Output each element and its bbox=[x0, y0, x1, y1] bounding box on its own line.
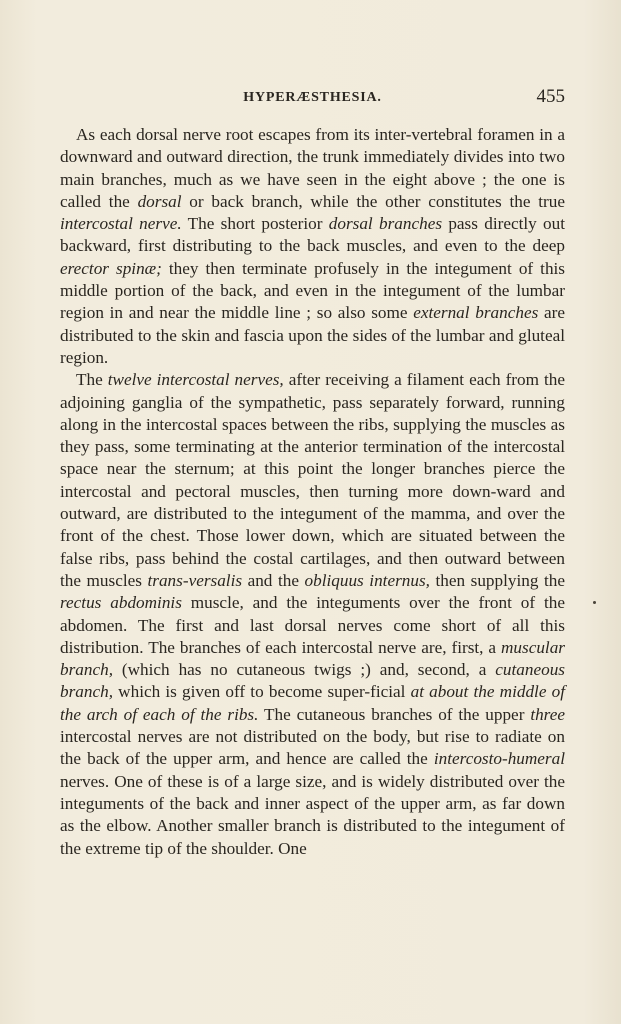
italic-term: intercostal nerve. bbox=[60, 214, 182, 234]
text-run: muscle, and the integuments over the front of the abdomen. The first and last dorsal nerves come short of all this distribution. The branches of each intercostal nerve are, first, a bbox=[60, 593, 565, 657]
margin-mark bbox=[593, 601, 596, 604]
text-run: then supplying the bbox=[429, 570, 566, 590]
italic-term: obliquus internus, bbox=[304, 570, 430, 590]
page-header bbox=[60, 86, 565, 110]
text-run: which is given off to become super-ficial bbox=[113, 682, 411, 702]
italic-term: twelve intercostal nerves, bbox=[107, 370, 284, 390]
running-head: HYPERÆSTHESIA. bbox=[243, 90, 382, 105]
text-run: As each dorsal nerve root escapes from its inter-vertebral foramen in a downward and outward direction, the trunk immediately divides into two main branches, much as we have seen in the eight above ; the one is called the bbox=[60, 125, 565, 211]
italic-term: trans-versalis bbox=[147, 570, 243, 590]
text-run: The bbox=[76, 370, 108, 390]
italic-term: cutaneous branch, bbox=[60, 660, 565, 702]
page-number: 455 bbox=[536, 86, 565, 107]
italic-term: three bbox=[530, 704, 565, 724]
italic-term: intercosto-humeral bbox=[433, 749, 565, 769]
italic-term: dorsal branches bbox=[328, 214, 443, 234]
text-run: nerves. One of these is of a large size, and is widely distributed over the integuments of the back and inner aspect of the upper arm, as far down as the elbow. Another smaller branch is distributed to the integument of the extreme tip of the shoulder. One bbox=[60, 771, 565, 858]
italic-term: rectus abdominis bbox=[60, 593, 182, 613]
text-run: after receiving a filament each from the adjoining ganglia of the sympathetic, pass separately forward, running along in the intercostal spaces between the ribs, supplying the muscles as they pass, some terminating at the anterior termination of the intercostal space near the sternum; at this point the longer branches pierce the intercostal and pectoral muscles, then turning more down-ward and outward, are distributed to the integument of the mamma, and over the front of the chest. Those lower down, which are situated between the false ribs, pass behind the costal cartilages, and then outward between the muscles bbox=[60, 370, 565, 590]
paragraph bbox=[60, 369, 565, 860]
text-run: The cutaneous branches of the upper bbox=[258, 704, 531, 724]
italic-term: erector spinæ; bbox=[60, 258, 162, 278]
text-run: they then terminate profusely in the integument of this middle portion of the back, and even in the integument of the lumbar region in and near the middle line ; so also some bbox=[60, 258, 565, 323]
text-run: The short posterior bbox=[181, 214, 329, 234]
italic-term: at about the middle of the arch of each of the ribs. bbox=[60, 682, 565, 724]
text-run: intercostal nerves are not distributed on the body, but rise to radiate on the back of the upper arm, and hence are called the bbox=[60, 727, 565, 769]
text-run: and the bbox=[242, 570, 305, 590]
italic-term: dorsal bbox=[137, 191, 182, 211]
paragraph bbox=[60, 124, 565, 369]
text-run: pass directly out backward, first distributing to the back muscles, and even to the deep bbox=[60, 214, 565, 256]
body-text bbox=[60, 124, 565, 860]
text-run: (which has no cutaneous twigs ;) and, second, a bbox=[113, 660, 496, 680]
text-run: are distributed to the skin and fascia upon the sides of the lumbar and gluteal region. bbox=[60, 303, 566, 367]
text-run: or back branch, while the other constitutes the true bbox=[181, 191, 565, 211]
italic-term: external branches bbox=[413, 303, 539, 323]
italic-term: muscular branch, bbox=[60, 637, 565, 680]
